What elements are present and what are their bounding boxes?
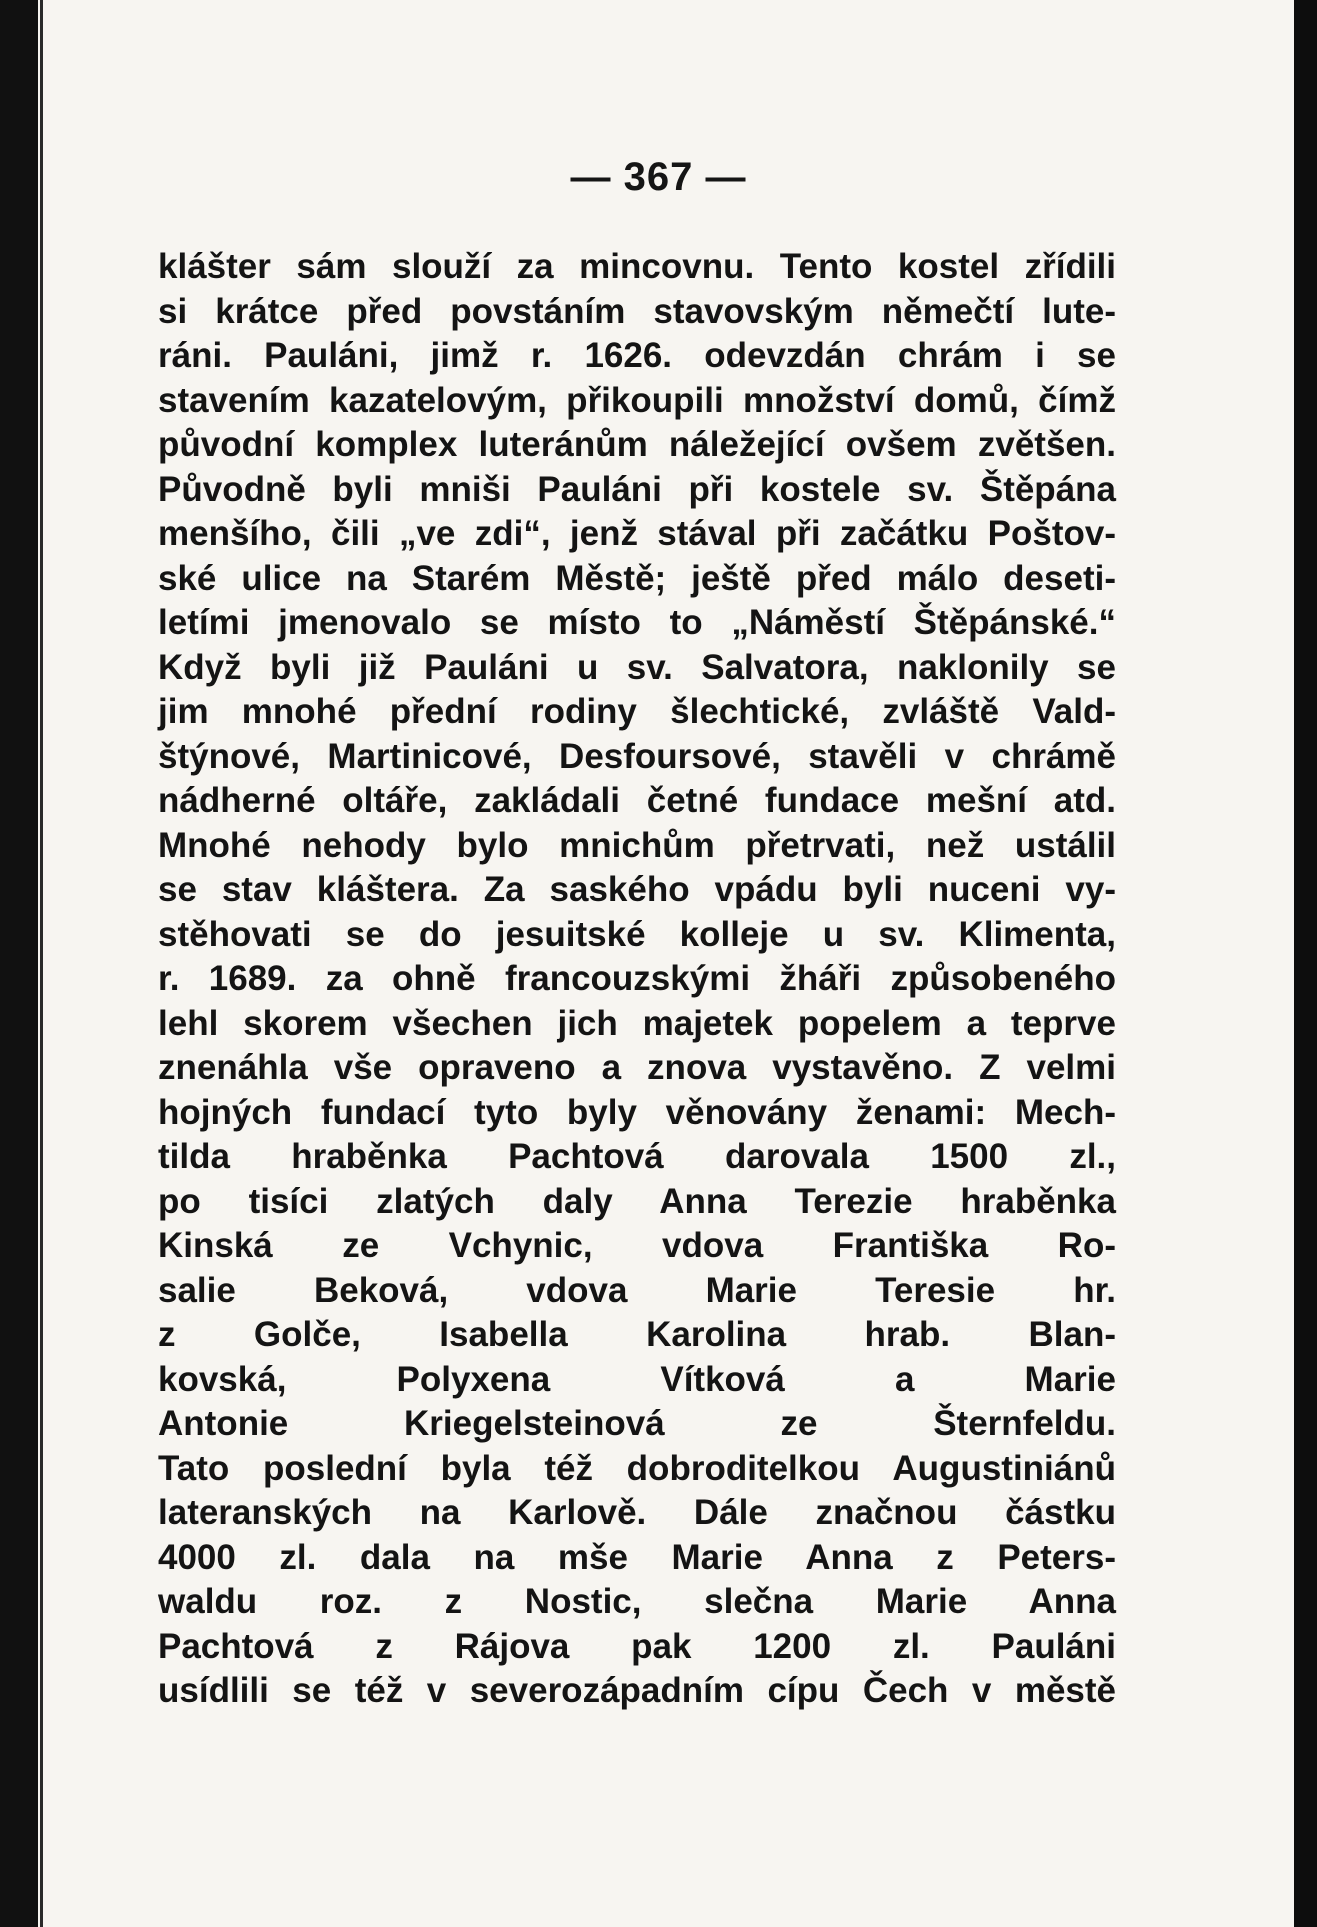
text-line: štýnové, Martinicové, Desfoursové, stavěli v chrámě xyxy=(158,736,1116,776)
text-line: kovská, Polyxena Vítková a Marie xyxy=(158,1359,1116,1399)
text-line: ské ulice na Starém Městě; ještě před málo deseti- xyxy=(158,558,1116,598)
text-line: usídlili se též v severozápadním cípu Čech v městě xyxy=(158,1671,1116,1710)
text-line: tilda hraběnka Pachtová darovala 1500 zl., xyxy=(158,1137,1116,1176)
text-line: Tato poslední byla též dobroditelkou Augustiniánů xyxy=(158,1448,1116,1488)
text-line: klášter sám slouží za mincovnu. Tento kostel zřídili xyxy=(158,247,1116,286)
text-line: jim mnohé přední rodiny šlechtické, zvláště Vald- xyxy=(158,692,1116,731)
text-line: waldu roz. z Nostic, slečna Marie Anna xyxy=(158,1582,1116,1621)
text-line: stavením kazatelovým, přikoupili množství domů, čímž xyxy=(158,380,1116,420)
page-gutter-line xyxy=(40,0,43,1927)
text-line: znenáhla vše opraveno a znova vystavěno. Z velmi xyxy=(158,1048,1116,1087)
page-right-edge xyxy=(1294,0,1317,1927)
text-line: Když byli již Pauláni u sv. Salvatora, naklonily se xyxy=(158,647,1116,687)
text-line: si krátce před povstáním stavovským němečtí lute- xyxy=(158,291,1116,331)
text-line: salie Beková, vdova Marie Teresie hr. xyxy=(158,1270,1116,1310)
text-line: se stav kláštera. Za saského vpádu byli nuceni vy- xyxy=(158,870,1116,909)
text-line: Mnohé nehody bylo mnichům přetrvati, než ustálil xyxy=(158,825,1116,865)
text-line: menšího, čili „ve zdi“, jenž stával při začátku Poštov- xyxy=(158,514,1116,553)
text-line: lateranských na Karlově. Dále značnou částku xyxy=(158,1493,1116,1532)
text-line: z Golče, Isabella Karolina hrab. Blan- xyxy=(158,1315,1116,1354)
body-text xyxy=(158,245,1116,1714)
text-line: lehl skorem všechen jich majetek popelem a teprve xyxy=(158,1003,1116,1043)
text-line: Antonie Kriegelsteinová ze Šternfeldu. xyxy=(158,1404,1116,1443)
text-line: letími jmenovalo se místo to „Náměstí Štěpánské.“ xyxy=(158,603,1116,642)
text-line: Kinská ze Vchynic, vdova Františka Ro- xyxy=(158,1226,1116,1265)
text-line: Původně byli mniši Pauláni při kostele sv. Štěpána xyxy=(158,469,1116,509)
text-line: 4000 zl. dala na mše Marie Anna z Peters- xyxy=(158,1537,1116,1577)
text-line: Pachtová z Rájova pak 1200 zl. Pauláni xyxy=(158,1626,1116,1666)
text-line: původní komplex luteránům náležející ovšem zvětšen. xyxy=(158,425,1116,464)
book-spine xyxy=(0,0,38,1927)
text-line: ráni. Pauláni, jimž r. 1626. odevzdán chrám i se xyxy=(158,336,1116,375)
text-line: r. 1689. za ohně francouzskými žháři způsobeného xyxy=(158,959,1116,998)
text-line: po tisíci zlatých daly Anna Terezie hraběnka xyxy=(158,1181,1116,1221)
text-line: stěhovati se do jesuitské kolleje u sv. Klimenta, xyxy=(158,914,1116,954)
text-line: hojných fundací tyto byly věnovány ženami: Mech- xyxy=(158,1092,1116,1132)
text-line: nádherné oltáře, zakládali četné fundace mešní atd. xyxy=(158,781,1116,820)
page-number: — 367 — xyxy=(570,155,747,199)
